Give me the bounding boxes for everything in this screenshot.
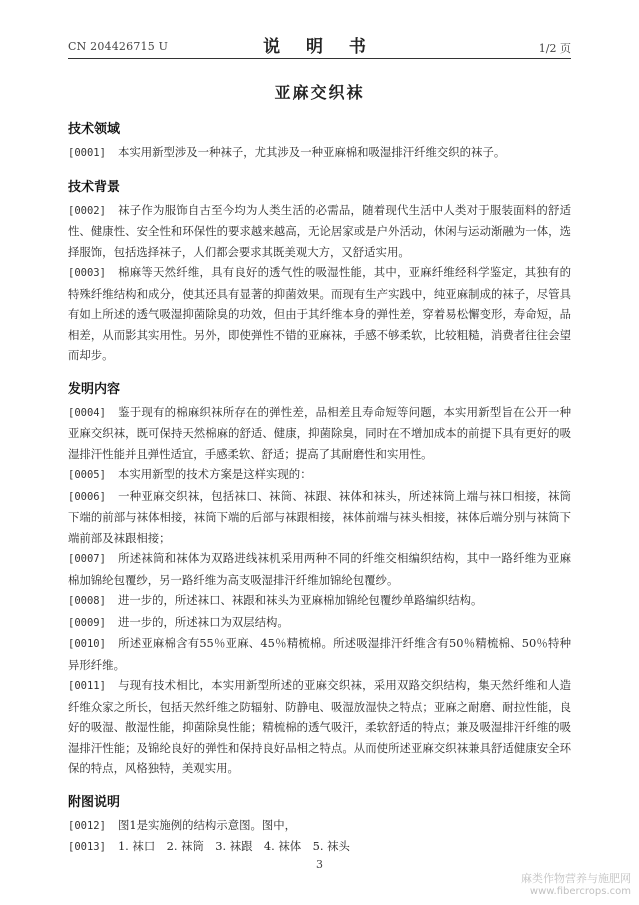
paragraph-text: 袜子作为服饰自古至今均为人类生活的必需品，随着现代生活中人类对于服装面料的舒适性、健康性、安全性和环保性的要求越来越高，无论居家或是户外活动，休闲与运动渐融为一体，选择服饰，包括选择袜子，人们都会要求其既美观大方，又舒适实用。 bbox=[68, 202, 571, 259]
paragraph-number: [0001] bbox=[68, 147, 106, 159]
paragraph-number: [0003] bbox=[68, 267, 106, 279]
page-number: 3 bbox=[316, 858, 323, 871]
paragraph bbox=[68, 464, 571, 486]
paragraph-text: 棉麻等天然纤维，具有良好的透气性的吸湿性能，其中，亚麻纤维经科学鉴定，其独有的特殊纤维结构和成分，使其还具有显著的抑菌效果。而现有生产实践中，纯亚麻制成的袜子，尽管具有如上所述的透气吸湿抑菌除臭的功效，但由于其纤维本身的弹性差，穿着易松懈变形，寿命短，品相差，从而影其实用性。另外，即使弹性不错的亚麻袜，手感不够柔软，比较粗糙，消费者往往会望而却步。 bbox=[68, 265, 571, 362]
document-type: 说 明 书 bbox=[263, 37, 376, 57]
paragraph-number: [0005] bbox=[68, 469, 106, 481]
paragraph bbox=[68, 633, 571, 675]
paragraph-number: [0010] bbox=[68, 638, 106, 650]
paragraph-text: 进一步的，所述袜口、袜跟和袜头为亚麻棉加锦纶包覆纱单路编织结构。 bbox=[117, 593, 483, 607]
section-heading-technical-field: 技术领域 bbox=[68, 122, 121, 137]
paragraph-text: 与现有技术相比，本实用新型所述的亚麻交织袜，采用双路交织结构，集天然纤维和人造纤维众家之所长，包括天然纤维之防辐射、防静电、吸湿放湿快之特点；亚麻之耐磨、耐拉性能，良好的吸湿、散湿性能，抑菌除臭性能；精梳棉的透气吸汗，柔软舒适的特点；兼及吸湿排汗纤维的吸湿排汗性能；及锦纶良好的弹性和保持良好品相之特点。从而使所述亚麻交织袜兼具舒适健康安全环保的特点，风格独特，美观实用。 bbox=[68, 678, 571, 775]
paragraph bbox=[68, 200, 571, 263]
paragraph-number: [0011] bbox=[68, 680, 106, 692]
paragraph-text: 进一步的，所述袜口为双层结构。 bbox=[117, 614, 289, 629]
paragraph-text: 鉴于现有的棉麻织袜所存在的弹性差，品相差且寿命短等问题，本实用新型旨在公开一种亚麻交织袜，既可保持天然棉麻的舒适、健康，抑菌除臭，同时在不增加成本的前提下具有更好的吸湿排汗性能并且弹性适宜，手感柔软、舒适；提高了其耐磨性和实用性。 bbox=[68, 404, 571, 461]
header-divider bbox=[68, 58, 571, 59]
paragraph bbox=[68, 815, 571, 837]
paragraph bbox=[68, 142, 571, 164]
paragraph-text: 1. 袜口 2. 袜筒 3. 袜跟 4. 袜体 5. 袜头 bbox=[117, 839, 350, 853]
watermark-name: 麻类作物营养与施肥网 bbox=[521, 872, 631, 885]
paragraph-text: 图1是实施例的结构示意图。图中， bbox=[117, 817, 297, 832]
paragraph-number: [0009] bbox=[68, 616, 106, 629]
paragraph bbox=[68, 402, 571, 465]
paragraph-number: [0008] bbox=[68, 595, 106, 607]
document-title: 亚麻交织袜 bbox=[274, 83, 365, 102]
paragraph-text: 本实用新型涉及一种袜子，尤其涉及一种亚麻棉和吸湿排汗纤维交织的袜子。 bbox=[117, 145, 506, 159]
paragraph bbox=[68, 590, 571, 612]
paragraph bbox=[68, 612, 571, 634]
section-heading-background: 技术背景 bbox=[68, 179, 121, 195]
paragraph-number: [0013] bbox=[68, 841, 106, 853]
paragraph-number: [0002] bbox=[68, 204, 106, 217]
paragraph-text: 本实用新型的技术方案是这样实现的： bbox=[117, 467, 312, 481]
paragraph bbox=[68, 486, 571, 549]
paragraph-number: [0012] bbox=[68, 819, 106, 832]
page-info: 1/2 页 bbox=[538, 42, 571, 55]
paragraph-number: [0006] bbox=[68, 490, 106, 503]
page-header bbox=[68, 32, 571, 57]
paragraph-number: [0004] bbox=[68, 406, 106, 419]
paragraph-number: [0007] bbox=[68, 553, 106, 565]
paragraph bbox=[68, 675, 571, 779]
section-heading-summary: 发明内容 bbox=[68, 381, 121, 397]
paragraph-text: 所述亚麻棉含有55％亚麻、45％精梳棉。所述吸湿排汗纤维含有50％精梳棉、50％特种异形纤维。 bbox=[68, 636, 571, 672]
paragraph bbox=[68, 836, 571, 858]
paragraph bbox=[68, 262, 571, 366]
paragraph-text: 一种亚麻交织袜，包括袜口、袜筒、袜跟、袜体和袜头，所述袜筒上端与袜口相接，袜筒下端的前部与袜体相接，袜筒下端的后部与袜跟相接，袜体前端与袜头相接，袜体后端分别与袜筒下端前部及袜跟相接； bbox=[68, 488, 571, 545]
watermark-url: www.fibercrops.com bbox=[529, 886, 631, 897]
patent-number: CN 204426715 U bbox=[68, 40, 169, 53]
paragraph-text: 所述袜筒和袜体为双路进线袜机采用两种不同的纤维交相编织结构，其中一路纤维为亚麻棉加锦纶包覆纱，另一路纤维为高支吸湿排汗纤维加锦纶包覆纱。 bbox=[68, 551, 571, 587]
section-heading-drawings: 附图说明 bbox=[68, 794, 121, 810]
document-body bbox=[68, 118, 571, 858]
paragraph bbox=[68, 548, 571, 590]
site-watermark bbox=[521, 872, 631, 898]
